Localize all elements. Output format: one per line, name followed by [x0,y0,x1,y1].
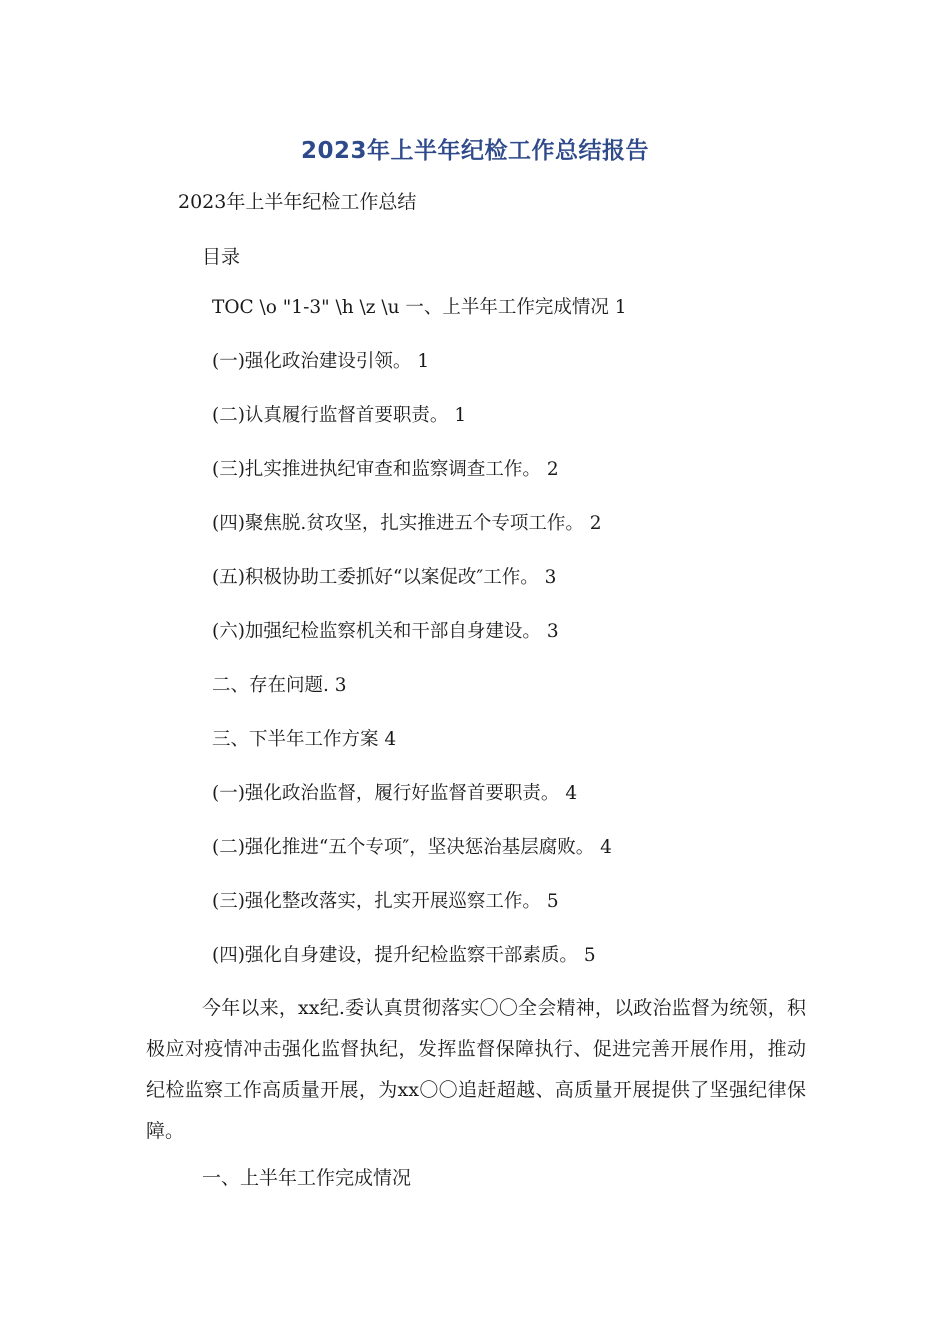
intro-paragraph: 今年以来，xx纪.委认真贯彻落实〇〇全会精神，以政治监督为统领，积极应对疫情冲击强化监督执纪，发挥监督保障执行、促进完善开展作用，推动纪检监察工作高质量开展，为xx〇〇追赶超越、高质量开展提供了坚强纪律保障。 [146,997,806,1142]
toc-item: (四)聚焦脱.贫攻坚，扎实推进五个专项工作。 2 [212,513,602,534]
toc-item: (六)加强纪检监察机关和干部自身建设。 3 [212,621,559,642]
section-heading: 一、上半年工作完成情况 [202,1167,412,1189]
toc-item: (三)强化整改落实，扎实开展巡察工作。 5 [212,891,559,912]
toc-item: (五)积极协助工委抓好“以案促改″工作。 3 [212,567,557,588]
toc-item: (三)扎实推进执纪审查和监察调查工作。 2 [212,459,559,480]
document-title: 2023年上半年纪检工作总结报告 [300,138,649,164]
toc-item: TOC \o "1-3" \h \z \u 一、上半年工作完成情况 1 [212,297,627,318]
toc-item: (一)强化政治监督，履行好监督首要职责。 4 [212,783,578,804]
toc-item: (二)认真履行监督首要职责。 1 [212,405,467,426]
toc-item: 二、存在问题. 3 [212,675,347,696]
table-of-contents [212,296,627,998]
document-subtitle: 2023年上半年纪检工作总结 [178,191,417,213]
toc-item: (一)强化政治建设引领。 1 [212,351,430,372]
toc-item: 三、下半年工作方案 4 [212,729,397,750]
toc-item: (四)强化自身建设，提升纪检监察干部素质。 5 [212,945,596,966]
toc-heading: 目录 [202,246,241,268]
toc-item: (二)强化推进“五个专项″，坚决惩治基层腐败。 4 [212,837,612,858]
